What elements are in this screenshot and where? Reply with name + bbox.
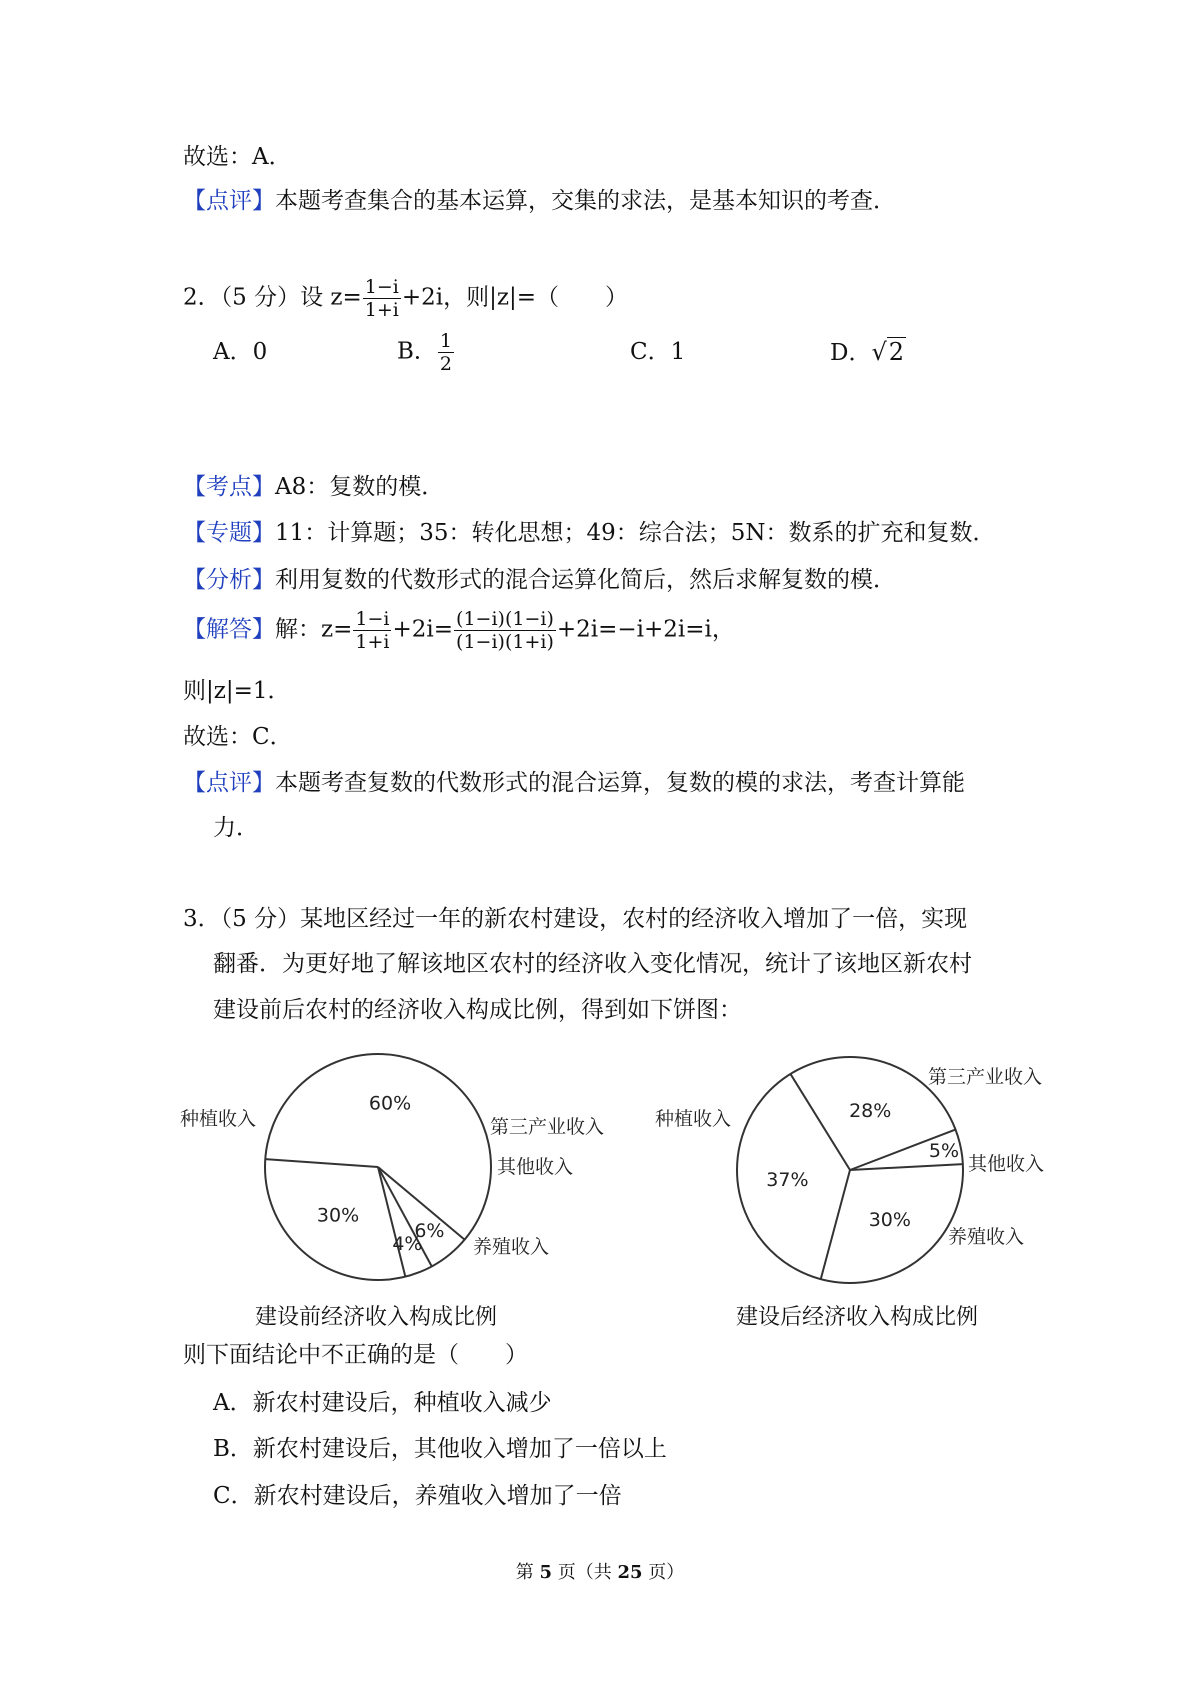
q3-stem-1: 3．（5 分）某地区经过一年的新农村建设，农村的经济收入增加了一倍，实现	[183, 906, 968, 932]
q3-option-c: C．新农村建设后，养殖收入增加了一倍	[213, 1483, 622, 1509]
q2-option-d: D．√2	[830, 338, 905, 366]
pie-1-value-label: 4%	[392, 1232, 423, 1255]
pie-1-category-label: 其他收入	[497, 1156, 574, 1178]
jieda-fraction-1: $\frac{1-i}{1+i}$	[355, 608, 390, 653]
pie-2-category-label: 养殖收入	[948, 1226, 1025, 1248]
pie-2-category-label: 其他收入	[968, 1153, 1045, 1175]
pie-2-category-label: 第三产业收入	[928, 1066, 1043, 1088]
pie-charts	[0, 1045, 1200, 1305]
q2-review-cont: 力．	[213, 815, 259, 841]
q3-stem-3: 建设前后农村的经济收入构成比例，得到如下饼图：	[213, 997, 742, 1023]
pie-2-value-label: 5%	[928, 1140, 960, 1163]
q2-option-a: A．0	[213, 339, 268, 365]
q1-answer-line: 故选：A．	[183, 144, 292, 170]
pie-2-value-label: 28%	[849, 1100, 892, 1123]
q2-stem: 2．（5 分）设 z= $\frac{1-i}{1+i}$ +2i，则|z|=（ ）	[183, 276, 629, 321]
q2-fraction: $\frac{1-i}{1+i}$	[364, 276, 399, 321]
q2-option-b-fraction: $\frac{1}{2}$	[439, 330, 452, 375]
chart-2-caption: 建设后经济收入构成比例	[736, 1305, 979, 1330]
pie-1-value-label: 30%	[316, 1204, 360, 1227]
jieda-fraction-2: $\frac{(1-i)(1-i)}{(1-i)(1+i)}$	[456, 608, 554, 653]
pie-1-value-label: 6%	[414, 1220, 445, 1243]
q2-fenxi: 【分析】利用复数的代数形式的混合运算化简后，然后求解复数的模．	[183, 567, 896, 593]
pie-2-category-label: 种植收入	[655, 1108, 732, 1130]
q2-result: 则|z|=1．	[183, 678, 291, 704]
q1-review: 【点评】本题考查集合的基本运算，交集的求法，是基本知识的考查．	[183, 188, 896, 214]
pie-1-category-label: 养殖收入	[473, 1236, 550, 1258]
q3-option-b: B．新农村建设后，其他收入增加了一倍以上	[213, 1436, 667, 1462]
q2-option-b: B． $\frac{1}{2}$	[397, 330, 452, 375]
q2-answer-line: 故选：C．	[183, 724, 293, 750]
pie-2-value-label: 30%	[868, 1209, 911, 1232]
sqrt-symbol: √2	[871, 338, 905, 366]
q2-review: 【点评】本题考查复数的代数形式的混合运算，复数的模的求法，考查计算能	[183, 770, 965, 796]
q2-zhuanti: 【专题】11：计算题；35：转化思想；49：综合法；5N：数系的扩充和复数．	[183, 520, 996, 546]
q3-stem-2: 翻番．为更好地了解该地区农村的经济收入变化情况，统计了该地区新农村	[213, 951, 972, 977]
pie-1-category-label: 种植收入	[180, 1108, 257, 1130]
q3-option-a: A．新农村建设后，种植收入减少	[213, 1390, 552, 1416]
review-tag: 【点评】	[183, 188, 275, 214]
page-footer: 第 5 页（共 25 页）	[515, 1562, 685, 1583]
q3-question: 则下面结论中不正确的是（ ）	[183, 1342, 528, 1368]
pie-2-value-label: 37%	[766, 1169, 809, 1192]
q2-jieda: 【解答】解：z= $\frac{1-i}{1+i}$ +2i= $\frac{(1-i)(1-i)}{(1-i)(1+i)}$ +2i=−i+2i=i，	[183, 608, 735, 653]
q2-kaodian: 【考点】A8：复数的模．	[183, 474, 445, 500]
chart-1-caption: 建设前经济收入构成比例	[255, 1305, 498, 1330]
pie-1-value-label: 60%	[368, 1092, 412, 1115]
q2-option-c: C．1	[630, 339, 686, 365]
pie-1-category-label: 第三产业收入	[490, 1116, 605, 1138]
